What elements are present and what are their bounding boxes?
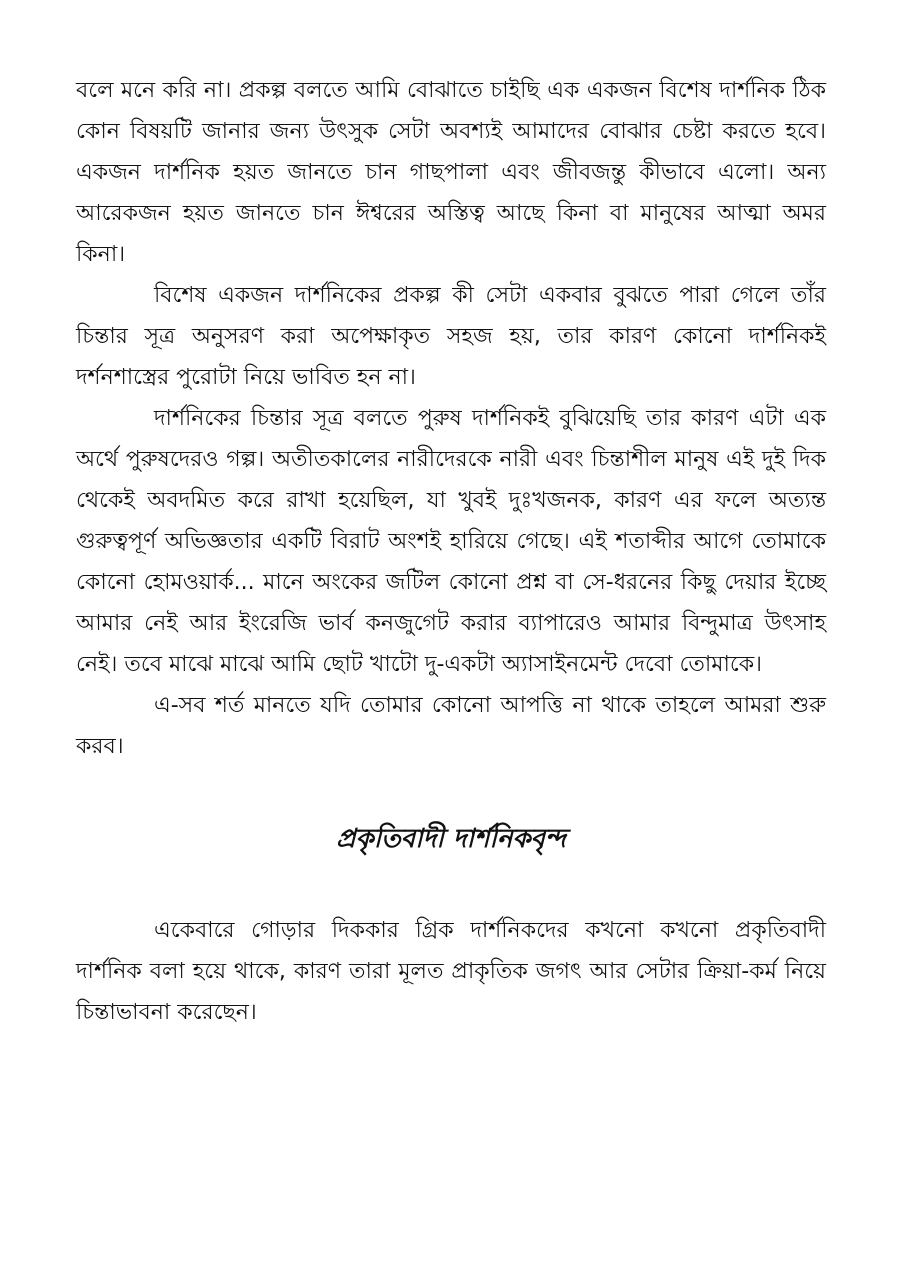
paragraph-5: একেবারে গোড়ার দিককার গ্রিক দার্শনিকদের কখনো কখনো প্রকৃতিবাদী দার্শনিক বলা হয়ে থাকে, কারণ তারা মূলত প্রাকৃতিক জগৎ আর সেটার ক্রিয়া-কর্ম নিয়ে চিন্তাভাবনা করেছেন। [76,918,826,1025]
document-page [76,70,826,1033]
paragraph-4: এ-সব শর্ত মানতে যদি তোমার কোনো আপত্তি না থাকে তাহলে আমরা শুরু করব। [76,693,826,759]
paragraph-2: বিশেষ একজন দার্শনিকের প্রকল্প কী সেটা একবার বুঝতে পারা গেলে তাঁর চিন্তার সূত্র অনুসরণ করা অপেক্ষাকৃত সহজ হয়, তার কারণ কোনো দার্শনিকই দর্শনশাস্ত্রের পুরোটা নিয়ে ভাবিত হন না। [76,283,826,390]
paragraph-1: বলে মনে করি না। প্রকল্প বলতে আমি বোঝাতে চাইছি এক একজন বিশেষ দার্শনিক ঠিক কোন বিষয়টি জানার জন্য উৎসুক সেটা অবশ্যই আমাদের বোঝার চেষ্টা করতে হবে। একজন দার্শনিক হয়ত জানতে চান গাছপালা এবং জীবজন্তু কীভাবে এলো। অন্য আরেকজন হয়ত জানতে চান ঈশ্বরের অস্তিত্ব আছে কিনা বা মানুষের আত্মা অমর কিনা। [76,78,826,267]
section-heading: প্রকৃতিবাদী দার্শনিকবৃন্দ [336,824,566,854]
paragraph-3: দার্শনিকের চিন্তার সূত্র বলতে পুরুষ দার্শনিকই বুঝিয়েছি তার কারণ এটা এক অর্থে পুরুষদেরও গল্প। অতীতকালের নারীদেরকে নারী এবং চিন্তাশীল মানুষ এই দুই দিক থেকেই অবদমিত করে রাখা হয়েছিল, যা খুবই দুঃখজনক, কারণ এর ফলে অত্যন্ত গুরুত্বপূর্ণ অভিজ্ঞতার একটি বিরাট অংশই হারিয়ে গেছে। এই শতাব্দীর আগে তোমাকে কোনো হোমওয়ার্ক... মানে অংকের জটিল কোনো প্রশ্ন বা সে-ধরনের কিছু দেয়ার ইচ্ছে আমার নেই আর ইংরেজি ভার্ব কনজুগেট করার ব্যাপারেও আমার বিন্দুমাত্র উৎসাহ নেই। তবে মাঝে মাঝে আমি ছোট খাটো দু-একটা অ্যাসাইনমেন্ট দেবো তোমাকে। [76,406,826,677]
